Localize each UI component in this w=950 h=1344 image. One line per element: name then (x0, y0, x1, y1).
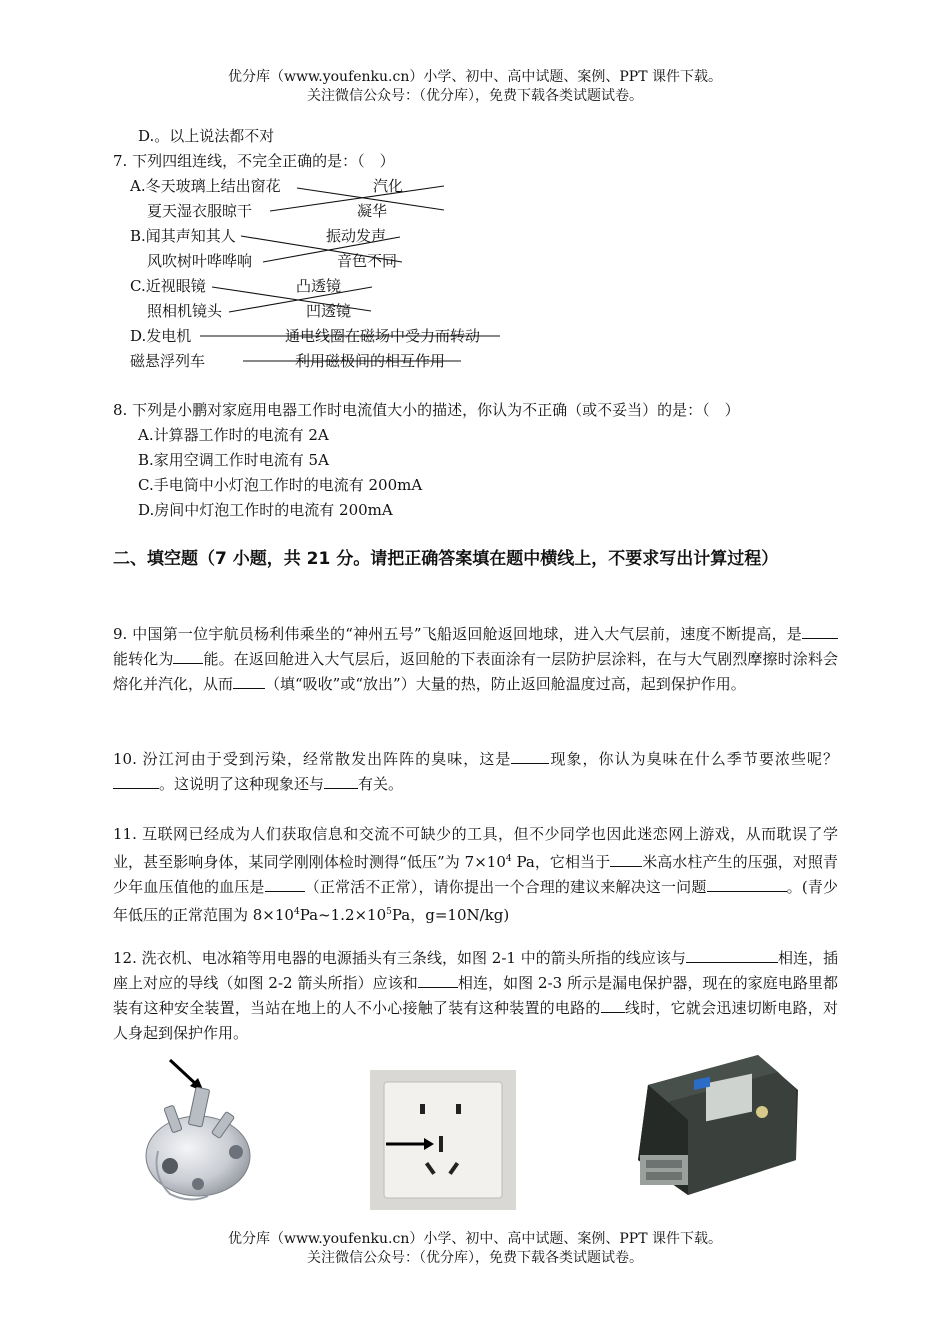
q7-a-right1: 汽化 (373, 177, 404, 195)
q11-paragraph: 11. 互联网已经成为人们获取信息和交流不可缺少的工具，但不少同学也因此迷恋网上游戏，从而耽误了学业，甚至影响身体，某同学刚刚体检时测得“低压”为 $7\times 10^4$ Pa，它相当于 米高水柱产生的压强，对照青少年血压值他的血压是 （正常活不正常），请你提出一个合理的建议来解决这一问题 。(青少年低压的正常范围为 $8\times 10^4Pa\sim 1.2\times 10^5Pa$，g=10N/kg) (113, 825, 838, 924)
q7-c-right1: 凸透镜 (296, 277, 342, 295)
q10-blank-3[interactable] (324, 772, 358, 789)
q11-blank-2[interactable] (265, 875, 305, 892)
q9-blank-2[interactable] (173, 647, 203, 664)
q7-a-left2: 夏天湿衣服晾干 (147, 202, 253, 220)
q7-c-left2: 照相机镜头 (147, 302, 223, 320)
page-header-line1: 优分库（www.youfenku.cn）小学、初中、高中试题、案例、PPT 课件下载。 (227, 69, 722, 85)
q9-blank-3[interactable] (233, 672, 265, 689)
q6-option-d: D.。以上说法都不对 (138, 127, 275, 145)
q11-blank-1[interactable] (610, 850, 642, 867)
q7-d-right2: 利用磁极间的相互作用 (295, 352, 446, 370)
figure-2-1-plug-image (140, 1056, 260, 1206)
page-footer-line2: 关注微信公众号：（优分库），免费下载各类试题试卷。 (307, 1250, 643, 1266)
q8-option-a: A.计算器工作时的电流有 2A (138, 426, 329, 444)
q12-paragraph: 12. 洗衣机、电冰箱等用电器的电源插头有三条线，如图 2-1 中的箭头所指的线应该与 相连，插座上对应的导线（如图 2-2 箭头所指）应该和 相连，如图 2-3 所示是漏电保护器，现在的家庭电路里都装有这种安全装置，当站在地上的人不小心接触了装有这种装置的电路的 线时，它就会迅速切断电路，对人身起到保护作用。 (113, 946, 838, 1046)
page-header-line2: 关注微信公众号：（优分库），免费下载各类试题试卷。 (307, 88, 643, 104)
q9-paragraph: 9. 中国第一位宇航员杨利伟乘坐的“神州五号”飞船返回舱返回地球，进入大气层前，速度不断提高，是能转化为 能。在返回舱进入大气层后，返回舱的下表面涂有一层防护层涂料，在与大气剧烈摩擦时涂料会熔化并汽化，从而 （填“吸收”或“放出”）大量的热，防止返回舱温度过高，起到保护作用。 (113, 622, 838, 697)
page-footer-line1: 优分库（www.youfenku.cn）小学、初中、高中试题、案例、PPT 课件下载。 (227, 1231, 722, 1247)
q7-stem: 7. 下列四组连线，不完全正确的是：（ ） (113, 152, 395, 170)
q12-blank-2[interactable] (418, 971, 458, 988)
q7-b-left2: 风吹树叶哗哗响 (147, 252, 253, 270)
q11-blank-3[interactable] (707, 875, 787, 892)
q10-blank-2[interactable] (113, 772, 159, 789)
figure-2-3-leakage-protector-image (628, 1050, 803, 1200)
q7-b-right1: 振动发声 (326, 227, 387, 245)
q8-option-c: C.手电筒中小灯泡工作时的电流有 200mA (138, 476, 423, 494)
q7-b-right2: 音色不同 (337, 252, 398, 270)
q8-option-d: D.房间中灯泡工作时的电流有 200mA (138, 501, 393, 519)
q8-stem: 8. 下列是小鹏对家庭用电器工作时电流值大小的描述，你认为不正确（或不妥当）的是：（ ） (113, 401, 740, 419)
q7-b-left1: B.闻其声知其人 (130, 227, 236, 245)
q10-paragraph: 10. 汾江河由于受到污染，经常散发出阵阵的臭味，这是 现象，你认为臭味在什么季节要浓些呢？。这说明了这种现象还与 有关。 (113, 747, 838, 797)
q10-blank-1[interactable] (511, 747, 549, 764)
q7-a-left1: A.冬天玻璃上结出窗花 (130, 177, 281, 195)
q12-blank-1[interactable] (686, 946, 778, 963)
q8-option-b: B.家用空调工作时电流有 5A (138, 451, 329, 469)
figure-2-2-socket-image (370, 1070, 516, 1210)
q7-a-right2: 凝华 (357, 202, 388, 220)
section2-title: 二、填空题（7 小题，共 21 分。请把正确答案填在题中横线上，不要求写出计算过程） (113, 549, 779, 569)
q12-blank-3[interactable] (601, 996, 625, 1013)
q7-d-right1: 通电线圈在磁场中受力而转动 (285, 327, 481, 345)
q7-d-left2: 磁悬浮列车 (130, 352, 206, 370)
q7-d-left1: D.发电机 (130, 327, 192, 345)
q7-c-left1: C.近视眼镜 (130, 277, 206, 295)
q9-blank-1[interactable] (802, 622, 838, 639)
q7-c-right2: 凹透镜 (306, 302, 352, 320)
